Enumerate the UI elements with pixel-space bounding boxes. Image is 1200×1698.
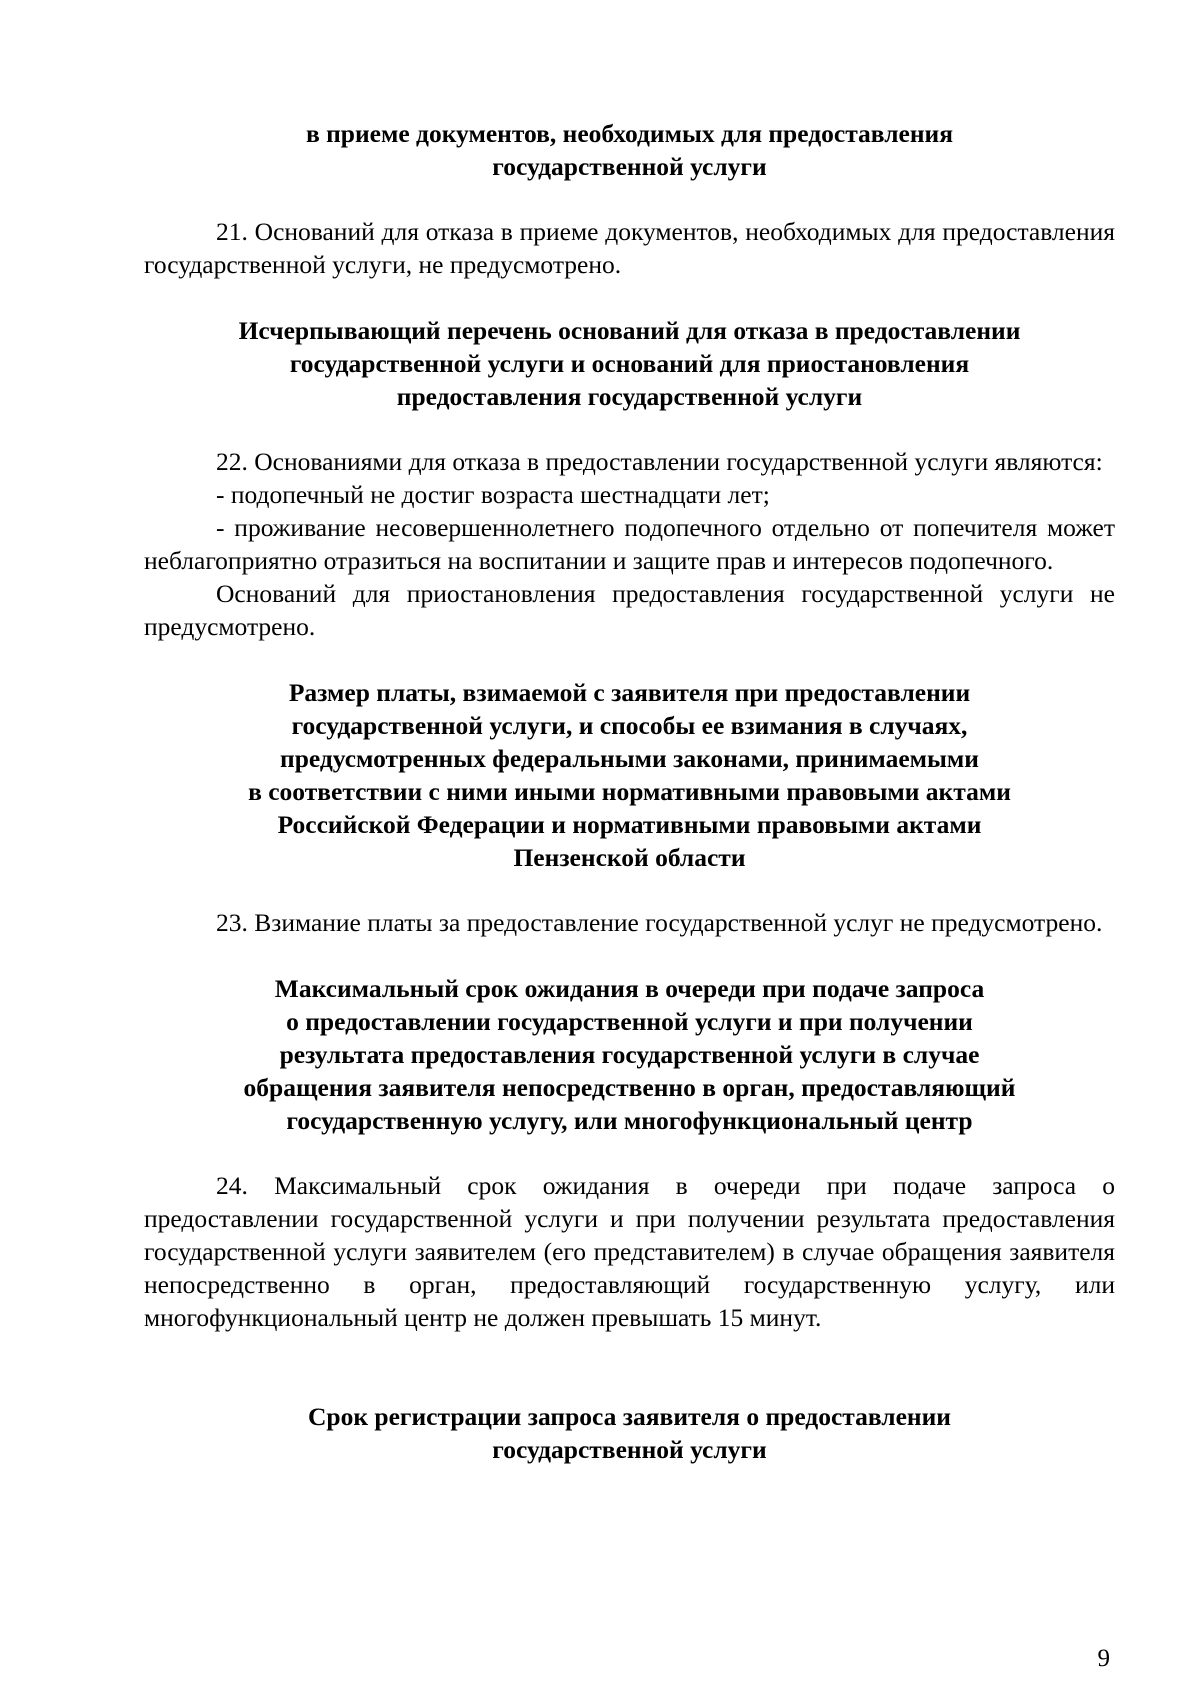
paragraph-22-item-1: - подопечный не достиг возраста шестнадцати лет;	[216, 480, 770, 509]
heading-line: Срок регистрации запроса заявителя о предоставлении	[307, 1402, 952, 1431]
document-content	[144, 117, 1115, 1466]
section-heading-refusal-documents	[144, 117, 1115, 183]
heading-line: Российской Федерации и нормативными правовыми актами	[277, 810, 982, 839]
heading-line: предусмотренных федеральными законами, принимаемыми	[280, 744, 979, 773]
heading-line: о предоставлении государственной услуги и при получении	[286, 1007, 973, 1036]
section-heading-fee	[144, 676, 1115, 874]
heading-line: Пензенской области	[513, 843, 746, 872]
paragraph-24: 24. Максимальный срок ожидания в очереди при подаче запроса о предоставлении государственной услуги и при получении результата предоставления государственной услуги заявителем (его представителем) в случае обращения заявителя непосредственно в орган, предоставляющий государственную услугу, или многофункциональный центр не должен превышать 15 минут.	[144, 1171, 1115, 1332]
section-heading-queue-time	[144, 972, 1115, 1137]
heading-line: государственной услуги, и способы ее взимания в случаях,	[291, 711, 968, 740]
heading-line: результата предоставления государственной услуги в случае	[279, 1040, 980, 1069]
heading-line: государственной услуги	[492, 152, 767, 181]
heading-line: Максимальный срок ожидания в очереди при подаче запроса	[274, 974, 985, 1003]
page-number: 9	[1097, 1645, 1110, 1672]
paragraph-22: 22. Основаниями для отказа в предоставлении государственной услуги являются:	[216, 447, 1103, 476]
heading-line: в соответствии с ними иными нормативными правовыми актами	[248, 777, 1011, 806]
heading-line: Исчерпывающий перечень оснований для отказа в предоставлении	[238, 316, 1021, 345]
heading-line: Размер платы, взимаемой с заявителя при предоставлении	[288, 678, 971, 707]
section-heading-refusal-grounds	[144, 314, 1115, 413]
heading-line: в приеме документов, необходимых для предоставления	[305, 119, 954, 148]
heading-line: предоставления государственной услуги	[396, 382, 863, 411]
heading-line: обращения заявителя непосредственно в орган, предоставляющий	[243, 1073, 1016, 1102]
heading-line: государственную услугу, или многофункциональный центр	[286, 1106, 973, 1135]
section-heading-registration-term	[144, 1400, 1115, 1466]
paragraph-23: 23. Взимание платы за предоставление государственной услуг не предусмотрено.	[216, 908, 1103, 937]
paragraph-22-suspension: Оснований для приостановления предоставления государственной услуги не предусмотрено.	[144, 579, 1115, 641]
heading-line: государственной услуги	[492, 1435, 767, 1464]
heading-line: государственной услуги и оснований для приостановления	[289, 349, 970, 378]
paragraph-21: 21. Оснований для отказа в приеме документов, необходимых для предоставления государственной услуги, не предусмотрено.	[144, 217, 1115, 279]
paragraph-22-item-2: - проживание несовершеннолетнего подопечного отдельно от попечителя может неблагоприятно отразиться на воспитании и защите прав и интересов подопечного.	[144, 513, 1115, 575]
